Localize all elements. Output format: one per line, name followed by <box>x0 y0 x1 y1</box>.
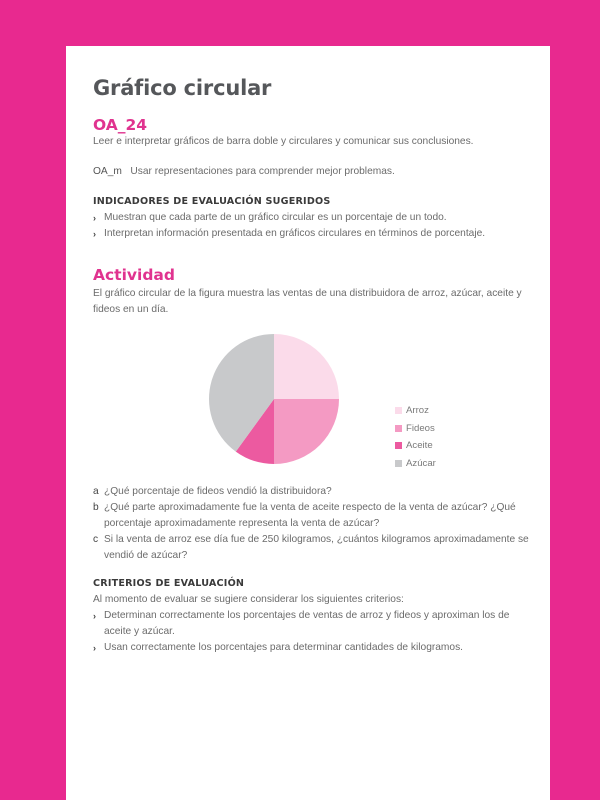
legend-swatch <box>395 442 402 449</box>
oa-code: OA_24 <box>93 116 148 134</box>
legend-item-azucar <box>395 455 436 473</box>
legend-swatch <box>395 425 402 432</box>
indicador-text: Interpretan información presentada en gráficos circulares en términos de porcentaje. <box>104 228 486 239</box>
question-c <box>93 532 533 564</box>
question-b <box>93 500 533 532</box>
criterio-text: Usan correctamente los porcentajes para determinar cantidades de kilogramos. <box>104 642 464 653</box>
pie-chart-graphic <box>209 334 349 474</box>
criterios-intro: Al momento de evaluar se sugiere considerar los siguientes criterios: <box>93 594 404 605</box>
legend-item-aceite <box>395 437 436 455</box>
oa-description: Leer e interpretar gráficos de barra doble y circulares y comunicar sus conclusiones. <box>93 136 474 147</box>
question-text: ¿Qué porcentaje de fideos vendió la distribuidora? <box>104 486 332 497</box>
chevron-right-icon: › <box>93 611 96 621</box>
question-text: ¿Qué parte aproximadamente fue la venta de aceite respecto de la venta de azúcar? ¿Qué porcentaje aproximadamente representa la venta de azúcar? <box>104 502 516 529</box>
legend-label: Arroz <box>406 405 429 417</box>
chart-legend <box>395 402 436 472</box>
criterios-heading: CRITERIOS DE EVALUACIÓN <box>93 578 245 589</box>
indicadores-list <box>93 210 533 242</box>
oam-code: OA_m <box>93 166 122 177</box>
criterio-text: Determinan correctamente los porcentajes de ventas de arroz y fideos y aproximan los de aceite y azúcar. <box>104 610 510 637</box>
page-title: Gráfico circular <box>93 76 272 100</box>
legend-swatch <box>395 407 402 414</box>
list-item <box>93 210 533 226</box>
chevron-right-icon: › <box>93 229 96 239</box>
legend-swatch <box>395 460 402 467</box>
chevron-right-icon: › <box>93 643 96 653</box>
question-letter: b <box>93 502 99 513</box>
list-item <box>93 608 533 640</box>
oam-description: Usar representaciones para comprender mejor problemas. <box>130 166 395 177</box>
list-item <box>93 226 533 242</box>
list-item <box>93 640 533 656</box>
legend-item-arroz <box>395 402 436 420</box>
pie-chart <box>209 334 449 474</box>
chevron-right-icon: › <box>93 213 96 223</box>
legend-label: Fideos <box>406 422 435 434</box>
question-a <box>93 484 533 500</box>
criterios-list <box>93 608 533 656</box>
pie-slice-fideos <box>274 399 339 464</box>
indicador-text: Muestran que cada parte de un gráfico circular es un porcentaje de un todo. <box>104 212 447 223</box>
legend-label: Aceite <box>406 440 433 452</box>
question-letter: c <box>93 534 99 545</box>
oam-line <box>93 164 533 180</box>
pie-slice-arroz <box>274 334 339 399</box>
questions-list <box>93 484 533 564</box>
indicadores-heading: INDICADORES DE EVALUACIÓN SUGERIDOS <box>93 196 331 207</box>
indicadores-section <box>93 194 533 242</box>
page-card <box>66 46 550 800</box>
actividad-description: El gráfico circular de la figura muestra las ventas de una distribuidora de arroz, azúcar, aceite y fideos en un día. <box>93 288 522 315</box>
criterios-section <box>93 576 533 656</box>
question-text: Si la venta de arroz ese día fue de 250 kilogramos, ¿cuántos kilogramos aproximadamente se vendió de azúcar? <box>104 534 529 561</box>
question-letter: a <box>93 486 99 497</box>
actividad-heading: Actividad <box>93 266 175 284</box>
legend-label: Azúcar <box>406 457 436 469</box>
legend-item-fideos <box>395 420 436 438</box>
